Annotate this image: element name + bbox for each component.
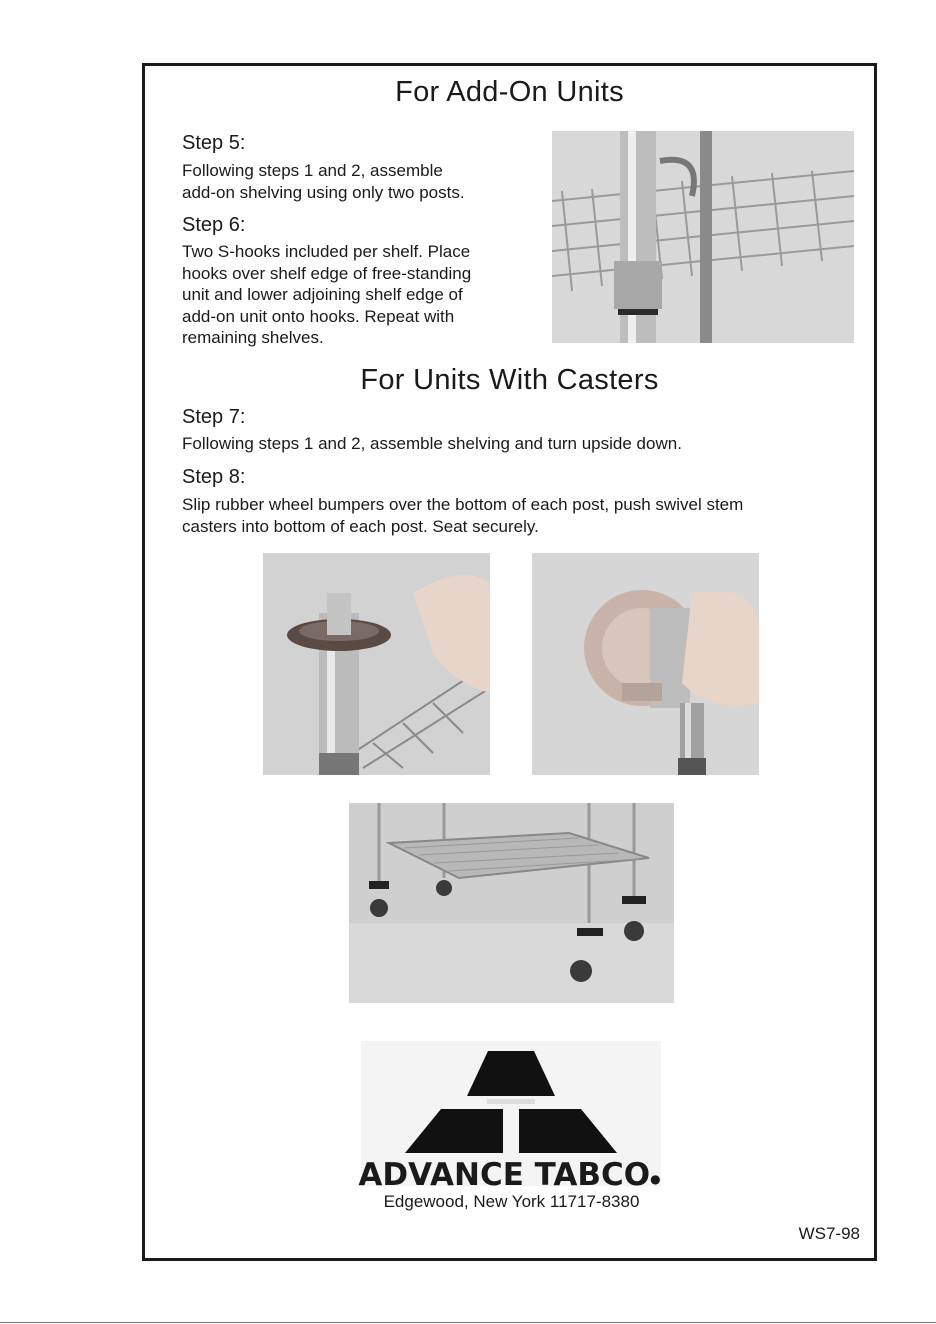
step5-line: Following steps 1 and 2, assemble [182,161,443,180]
step8-line: casters into bottom of each post. Seat securely. [182,516,539,536]
step7-text [182,433,682,455]
s-hook-photo [552,131,854,343]
add-on-units-heading: For Add-On Units [395,76,624,108]
step7-title: Step 7: [182,406,246,428]
brand-wordmark [145,1157,874,1193]
bumper-photo [263,553,490,775]
step8-text [182,494,743,537]
bottom-rule [0,1322,936,1323]
logo-top-trapezoid [467,1051,555,1096]
step6-text [182,241,471,349]
logo-left-trapezoid [405,1109,503,1153]
step8-line: Slip rubber wheel bumpers over the bottom of each post, push swivel stem [182,495,744,514]
brand-name: ADVANCE TABCO [358,1157,651,1193]
step5-line: add-on shelving using only two posts. [182,182,465,202]
step8-title: Step 8: [182,466,246,488]
step5-title: Step 5: [182,132,246,154]
step6-line: add-on unit onto hooks. Repeat with [182,306,455,326]
document-code: WS7-98 [798,1224,860,1243]
caster-photo [532,553,759,775]
step6-line: hooks over shelf edge of free-standing [182,263,472,283]
company-address: Edgewood, New York 11717-8380 [383,1192,640,1211]
registered-mark: ● [650,1172,661,1186]
assembled-cart-photo [349,803,674,1003]
step6-title: Step 6: [182,214,246,236]
page-frame [142,63,877,1261]
step6-line: unit and lower adjoining shelf edge of [182,285,463,304]
step7-line: Following steps 1 and 2, assemble shelving and turn upside down. [182,434,682,453]
units-with-casters-heading: For Units With Casters [360,364,659,396]
step6-line: Two S-hooks included per shelf. Place [182,242,471,261]
step5-text [182,160,465,203]
step6-line: remaining shelves. [182,328,324,347]
logo-right-trapezoid [519,1109,617,1153]
